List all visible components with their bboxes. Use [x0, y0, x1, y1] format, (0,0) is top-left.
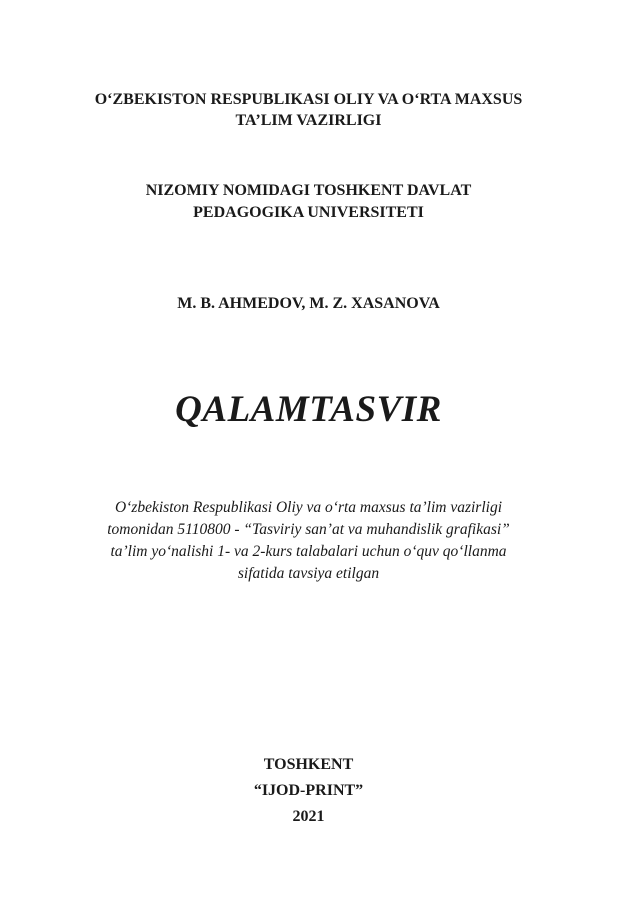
publisher-info	[0, 752, 617, 830]
publisher-name: “IJOD-PRINT”	[253, 782, 364, 799]
publication-year: 2021	[292, 808, 325, 825]
university-line-2: PEDAGOGIKA UNIVERSITETI	[193, 204, 424, 221]
recommendation-note	[0, 497, 617, 585]
authors-text: M. B. AHMEDOV, M. Z. XASANOVA	[177, 295, 440, 312]
recommendation-line-2: tomonidan 5110800 - “Tasviriy san’at va muhandislik grafikasi”	[107, 521, 510, 538]
university-heading	[0, 180, 617, 224]
recommendation-line-3: ta’lim yo‘nalishi 1- va 2-kurs talabalari uchun o‘quv qo‘llanma	[110, 543, 507, 560]
authors	[0, 294, 617, 314]
university-line-1: NIZOMIY NOMIDAGI TOSHKENT DAVLAT	[145, 182, 472, 199]
recommendation-line-4: sifatida tavsiya etilgan	[237, 565, 380, 582]
ministry-line-1: O‘ZBEKISTON RESPUBLIKASI OLIY VA O‘RTA MAXSUS	[94, 91, 523, 108]
recommendation-line-1: O‘zbekiston Respublikasi Oliy va o‘rta maxsus ta’lim vazirligi	[114, 499, 503, 516]
ministry-heading	[0, 89, 617, 131]
book-title-text: QALAMTASVIR	[175, 389, 442, 430]
book-title	[0, 387, 617, 433]
ministry-line-2: TA’LIM VAZIRLIGI	[235, 112, 382, 129]
publisher-city: TOSHKENT	[263, 756, 354, 773]
